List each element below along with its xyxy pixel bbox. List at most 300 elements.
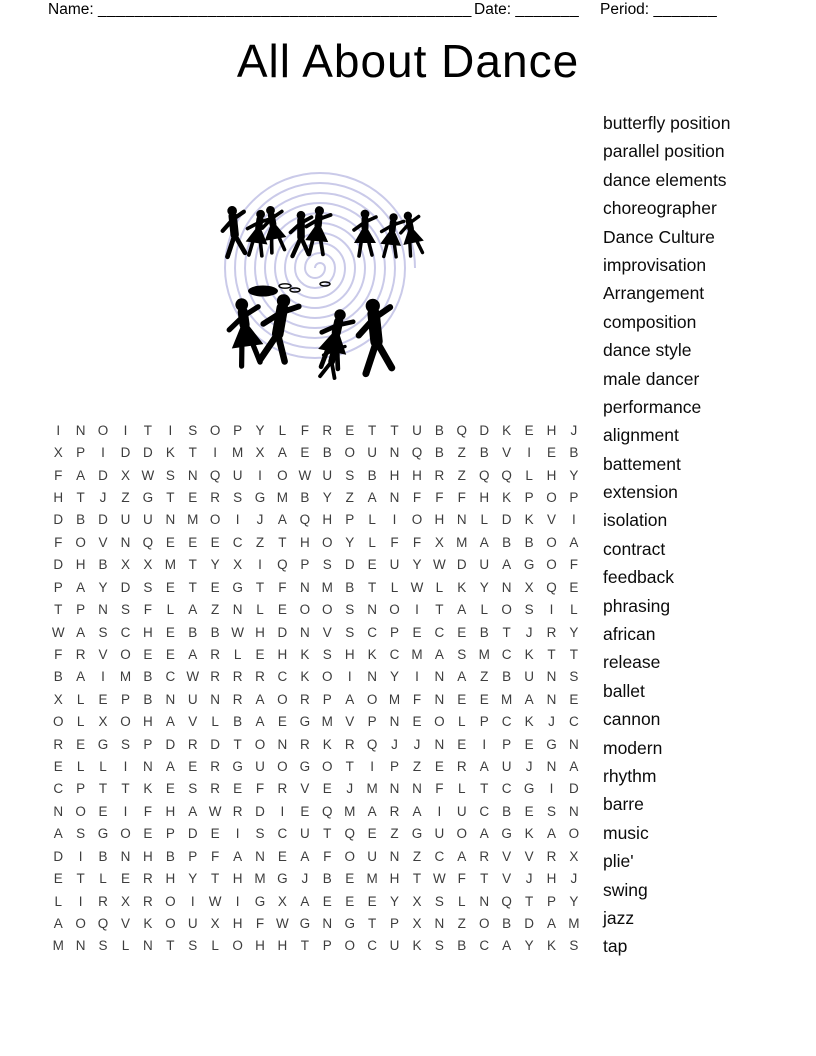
grid-letter: B [502, 915, 512, 931]
grid-letter: O [456, 826, 468, 842]
grid-letter: K [524, 714, 534, 730]
grid-letter: A [434, 646, 444, 662]
grid-letter: F [412, 691, 422, 707]
grid-letter: O [546, 534, 557, 550]
grid-letter: X [120, 557, 130, 573]
grid-letter: E [188, 759, 198, 775]
grid-letter: E [210, 534, 220, 550]
grid-letter: Q [546, 579, 557, 595]
grid-letter: E [277, 714, 287, 730]
grid-letter: I [572, 512, 576, 528]
grid-letter: E [233, 781, 243, 797]
grid-letter: E [367, 826, 377, 842]
grid-letter: A [277, 512, 287, 528]
grid-letter: M [568, 915, 580, 931]
grid-letter: N [299, 624, 310, 640]
grid-letter: S [233, 489, 243, 505]
grid-letter: P [120, 691, 130, 707]
grid-letter: B [300, 489, 310, 505]
grid-letter: L [368, 534, 376, 550]
grid-letter: S [255, 826, 265, 842]
grid-letter: P [76, 445, 86, 461]
grid-letter: Q [501, 893, 512, 909]
grid-letter: P [322, 691, 332, 707]
grid-letter: K [412, 938, 422, 954]
grid-letter: Y [524, 938, 534, 954]
grid-letter: E [277, 848, 287, 864]
grid-letter: M [366, 781, 378, 797]
grid-letter: S [188, 781, 198, 797]
dancers-image [205, 150, 430, 382]
grid-letter: E [434, 759, 444, 775]
word-list-item: battement [603, 453, 681, 474]
grid-letter: U [389, 557, 400, 573]
grid-letter: A [367, 489, 377, 505]
grid-letter: N [456, 512, 467, 528]
grid-letter: O [389, 602, 400, 618]
grid-letter: H [299, 534, 310, 550]
grid-letter: V [120, 915, 130, 931]
grid-letter: T [412, 871, 422, 887]
grid-letter: I [123, 422, 128, 438]
grid-letter: R [143, 871, 153, 887]
grid-letter: D [120, 445, 131, 461]
word-search-grid [47, 419, 585, 957]
grid-letter: B [502, 803, 512, 819]
grid-letter: A [255, 714, 265, 730]
grid-letter: S [76, 826, 86, 842]
grid-letter: O [322, 602, 333, 618]
grid-letter: A [53, 826, 63, 842]
grid-letter: D [277, 624, 288, 640]
grid-letter: Y [210, 557, 220, 573]
grid-letter: E [300, 445, 310, 461]
grid-letter: X [53, 691, 63, 707]
grid-letter: H [546, 871, 557, 887]
grid-letter: M [501, 691, 513, 707]
grid-letter: D [143, 445, 153, 461]
word-list-item: parallel position [603, 141, 725, 162]
grid-letter: N [53, 803, 64, 819]
grid-letter: M [164, 557, 176, 573]
grid-letter: O [344, 848, 355, 864]
date-label: Date: [474, 1, 512, 18]
grid-letter: P [390, 915, 400, 931]
grid-letter: H [546, 422, 557, 438]
grid-letter: W [51, 624, 65, 640]
grid-letter: J [570, 422, 578, 438]
grid-letter: B [524, 534, 534, 550]
grid-letter: S [188, 938, 198, 954]
grid-letter: C [277, 826, 288, 842]
grid-letter: E [345, 893, 355, 909]
grid-letter: F [255, 781, 265, 797]
grid-letter: P [53, 579, 63, 595]
grid-letter: P [76, 781, 86, 797]
grid-letter: R [232, 803, 243, 819]
grid-letter: F [300, 422, 309, 438]
grid-letter: R [434, 467, 445, 483]
grid-letter: N [322, 915, 333, 931]
grid-letter: E [569, 691, 579, 707]
grid-letter: I [370, 759, 374, 775]
grid-letter: Z [480, 669, 489, 685]
grid-letter: E [412, 624, 422, 640]
grid-letter: M [388, 691, 401, 707]
grid-letter: H [75, 557, 86, 573]
grid-letter: E [345, 422, 355, 438]
grid-letter: C [434, 624, 445, 640]
grid-letter: Y [412, 557, 422, 573]
grid-letter: Z [211, 602, 220, 618]
grid-letter: X [53, 445, 63, 461]
grid-letter: E [457, 691, 467, 707]
grid-letter: V [524, 848, 534, 864]
grid-letter: Y [255, 422, 265, 438]
word-list-item: rhythm [603, 765, 657, 786]
grid-letter: B [53, 669, 63, 685]
grid-letter: T [480, 781, 489, 797]
grid-letter: R [210, 646, 221, 662]
grid-letter: P [502, 736, 512, 752]
grid-letter: O [568, 826, 580, 842]
grid-letter: H [165, 871, 176, 887]
grid-letter: F [54, 467, 63, 483]
grid-letter: J [413, 736, 421, 752]
grid-letter: E [143, 826, 153, 842]
grid-letter: S [524, 602, 534, 618]
grid-letter: N [165, 512, 176, 528]
grid-letter: O [209, 422, 221, 438]
grid-letter: A [188, 602, 198, 618]
grid-letter: T [367, 579, 377, 595]
grid-letter: C [120, 624, 131, 640]
grid-letter: O [434, 714, 445, 730]
word-list-item: modern [603, 737, 663, 758]
grid-letter: A [233, 848, 243, 864]
grid-letter: E [53, 871, 63, 887]
grid-letter: Z [121, 489, 130, 505]
grid-letter: E [210, 579, 220, 595]
grid-letter: S [546, 803, 556, 819]
grid-letter: N [120, 534, 131, 550]
grid-letter: V [345, 714, 355, 730]
grid-letter: A [76, 669, 86, 685]
grid-letter: R [53, 736, 64, 752]
grid-letter: P [524, 489, 534, 505]
grid-letter: R [389, 803, 400, 819]
word-list-item: release [603, 652, 661, 673]
grid-letter: T [278, 534, 287, 550]
grid-letter: N [120, 848, 131, 864]
grid-letter: G [501, 826, 512, 842]
word-list-item: plie' [603, 851, 634, 872]
grid-letter: H [53, 489, 64, 505]
grid-letter: A [188, 803, 198, 819]
grid-letter: E [188, 534, 198, 550]
word-list-item: isolation [603, 510, 668, 531]
grid-letter: N [367, 602, 377, 618]
grid-letter: N [389, 489, 400, 505]
grid-letter: X [233, 557, 243, 573]
grid-letter: O [366, 691, 378, 707]
grid-letter: E [479, 691, 489, 707]
grid-letter: X [120, 893, 130, 909]
grid-letter: P [546, 893, 556, 909]
grid-letter: M [478, 646, 490, 662]
grid-letter: S [434, 893, 444, 909]
grid-letter: E [165, 624, 175, 640]
grid-letter: J [99, 489, 107, 505]
grid-letter: M [344, 803, 356, 819]
grid-letter: J [525, 624, 533, 640]
grid-letter: B [143, 669, 153, 685]
grid-letter: A [255, 691, 265, 707]
grid-letter: F [569, 557, 579, 573]
word-list-item: performance [603, 396, 702, 417]
grid-letter: T [98, 781, 108, 797]
word-list-item: Arrangement [603, 283, 705, 304]
grid-letter: B [457, 938, 467, 954]
grid-letter: K [524, 646, 534, 662]
grid-letter: N [389, 445, 400, 461]
grid-letter: E [524, 736, 534, 752]
grid-letter: J [525, 759, 533, 775]
grid-letter: N [569, 803, 579, 819]
grid-letter: N [389, 848, 400, 864]
grid-letter: H [277, 938, 288, 954]
grid-letter: B [479, 445, 489, 461]
grid-letter: J [391, 736, 398, 752]
grid-letter: F [278, 579, 287, 595]
grid-letter: E [120, 871, 130, 887]
grid-letter: H [232, 871, 243, 887]
grid-letter: Y [188, 871, 198, 887]
grid-letter: T [188, 579, 197, 595]
grid-letter: E [165, 781, 175, 797]
grid-letter: O [299, 602, 311, 618]
grid-letter: I [235, 826, 240, 842]
grid-letter: C [501, 781, 512, 797]
grid-letter: T [524, 893, 534, 909]
grid-letter: N [389, 781, 400, 797]
grid-letter: E [457, 736, 467, 752]
grid-letter: B [76, 512, 86, 528]
grid-letter: H [165, 803, 176, 819]
grid-letter: S [345, 602, 355, 618]
grid-letter: F [211, 848, 220, 864]
date-field [474, 1, 579, 19]
grid-letter: T [480, 871, 489, 887]
grid-letter: T [569, 646, 579, 662]
grid-letter: E [367, 893, 377, 909]
grid-letter: E [300, 803, 310, 819]
grid-letter: L [256, 602, 264, 618]
grid-letter: C [53, 781, 64, 797]
grid-letter: A [524, 691, 534, 707]
grid-letter: A [53, 915, 63, 931]
grid-letter: L [54, 893, 62, 909]
grid-letter: P [233, 422, 243, 438]
grid-letter: D [98, 467, 108, 483]
grid-letter: Q [209, 467, 221, 483]
grid-letter: N [434, 736, 445, 752]
grid-letter: F [143, 602, 153, 618]
grid-letter: O [322, 669, 333, 685]
grid-letter: V [98, 646, 108, 662]
grid-letter: N [546, 691, 557, 707]
grid-letter: H [255, 938, 265, 954]
grid-letter: I [235, 893, 240, 909]
grid-letter: R [546, 624, 557, 640]
grid-letter: N [299, 579, 310, 595]
grid-letter: W [276, 915, 289, 931]
grid-letter: Y [390, 893, 400, 909]
grid-letter: R [232, 691, 243, 707]
date-blank-line: _______ [515, 1, 580, 18]
grid-letter: R [232, 669, 243, 685]
grid-letter: Z [390, 826, 399, 842]
grid-letter: N [389, 714, 400, 730]
grid-letter: L [99, 871, 107, 887]
grid-letter: J [570, 871, 578, 887]
grid-letter: F [255, 915, 265, 931]
grid-letter: E [412, 714, 422, 730]
grid-letter: O [344, 938, 355, 954]
grid-letter: T [435, 602, 444, 618]
grid-letter: S [188, 422, 198, 438]
grid-letter: I [415, 669, 419, 685]
grid-letter: O [277, 691, 288, 707]
grid-letter: C [232, 534, 243, 550]
grid-letter: R [456, 759, 467, 775]
grid-letter: S [569, 938, 579, 954]
grid-letter: M [411, 646, 423, 662]
word-list-item: butterfly position [603, 113, 731, 133]
grid-letter: U [120, 512, 131, 528]
grid-letter: U [412, 422, 422, 438]
grid-letter: O [277, 467, 288, 483]
grid-letter: F [435, 781, 444, 797]
grid-letter: I [101, 445, 105, 461]
grid-letter: G [232, 579, 243, 595]
grid-letter: R [75, 646, 86, 662]
grid-letter: M [187, 512, 199, 528]
grid-letter: O [277, 759, 288, 775]
grid-letter: E [188, 489, 198, 505]
grid-letter: O [97, 422, 109, 438]
grid-letter: L [166, 602, 175, 618]
grid-letter: A [76, 579, 86, 595]
grid-letter: D [569, 781, 579, 797]
grid-letter: A [479, 534, 489, 550]
grid-letter: O [120, 826, 131, 842]
grid-letter: D [524, 915, 534, 931]
grid-letter: C [367, 624, 377, 640]
grid-letter: Q [142, 534, 154, 550]
grid-letter: T [166, 938, 175, 954]
grid-letter: L [480, 602, 488, 618]
grid-letter: Q [478, 467, 490, 483]
grid-letter: C [165, 669, 176, 685]
grid-letter: I [168, 422, 173, 438]
grid-letter: T [345, 759, 354, 775]
grid-letter: S [98, 624, 108, 640]
grid-letter: L [211, 938, 219, 954]
grid-letter: U [367, 848, 377, 864]
grid-letter: L [278, 422, 287, 438]
grid-letter: N [75, 422, 86, 438]
grid-letter: H [143, 848, 153, 864]
grid-letter: T [143, 422, 153, 438]
grid-letter: A [457, 602, 467, 618]
word-list-item: jazz [603, 907, 635, 928]
grid-letter: E [210, 826, 220, 842]
grid-letter: O [322, 534, 333, 550]
grid-letter: M [276, 489, 289, 505]
grid-letter: E [165, 646, 175, 662]
grid-letter: Z [412, 759, 422, 775]
grid-letter: P [76, 602, 86, 618]
grid-letter: A [457, 669, 467, 685]
grid-letter: M [231, 445, 244, 461]
grid-letter: O [232, 938, 243, 954]
grid-letter: P [479, 714, 489, 730]
grid-letter: K [165, 445, 175, 461]
grid-letter: X [143, 557, 153, 573]
grid-letter: N [98, 602, 108, 618]
grid-letter: P [165, 826, 175, 842]
grid-letter: B [143, 691, 153, 707]
grid-letter: E [345, 871, 355, 887]
grid-letter: A [76, 467, 86, 483]
grid-letter: B [345, 579, 355, 595]
grid-letter: K [524, 512, 534, 528]
grid-letter: G [299, 714, 311, 730]
grid-letter: G [277, 871, 288, 887]
grid-letter: O [546, 557, 557, 573]
name-label: Name: [48, 1, 94, 18]
grid-letter: O [165, 893, 176, 909]
period-field [600, 1, 717, 19]
grid-letter: F [457, 871, 466, 887]
word-list-item: phrasing [603, 595, 671, 616]
grid-letter: H [277, 646, 288, 662]
grid-letter: T [367, 915, 377, 931]
grid-letter: N [143, 938, 153, 954]
grid-letter: Y [569, 467, 579, 483]
grid-letter: R [277, 781, 288, 797]
grid-letter: V [502, 445, 512, 461]
grid-letter: N [277, 736, 288, 752]
grid-letter: C [434, 848, 445, 864]
grid-letter: G [254, 489, 266, 505]
grid-letter: V [188, 714, 198, 730]
grid-letter: B [569, 445, 579, 461]
grid-letter: G [97, 826, 109, 842]
grid-letter: E [524, 803, 534, 819]
grid-letter: Z [345, 489, 354, 505]
grid-letter: H [143, 624, 153, 640]
grid-letter: A [165, 714, 175, 730]
grid-letter: G [344, 915, 355, 931]
grid-letter: O [75, 534, 86, 550]
grid-letter: T [502, 624, 511, 640]
word-list-item: tap [603, 936, 628, 957]
grid-letter: J [548, 714, 555, 730]
grid-letter: W [433, 871, 446, 887]
grid-letter: T [121, 781, 130, 797]
